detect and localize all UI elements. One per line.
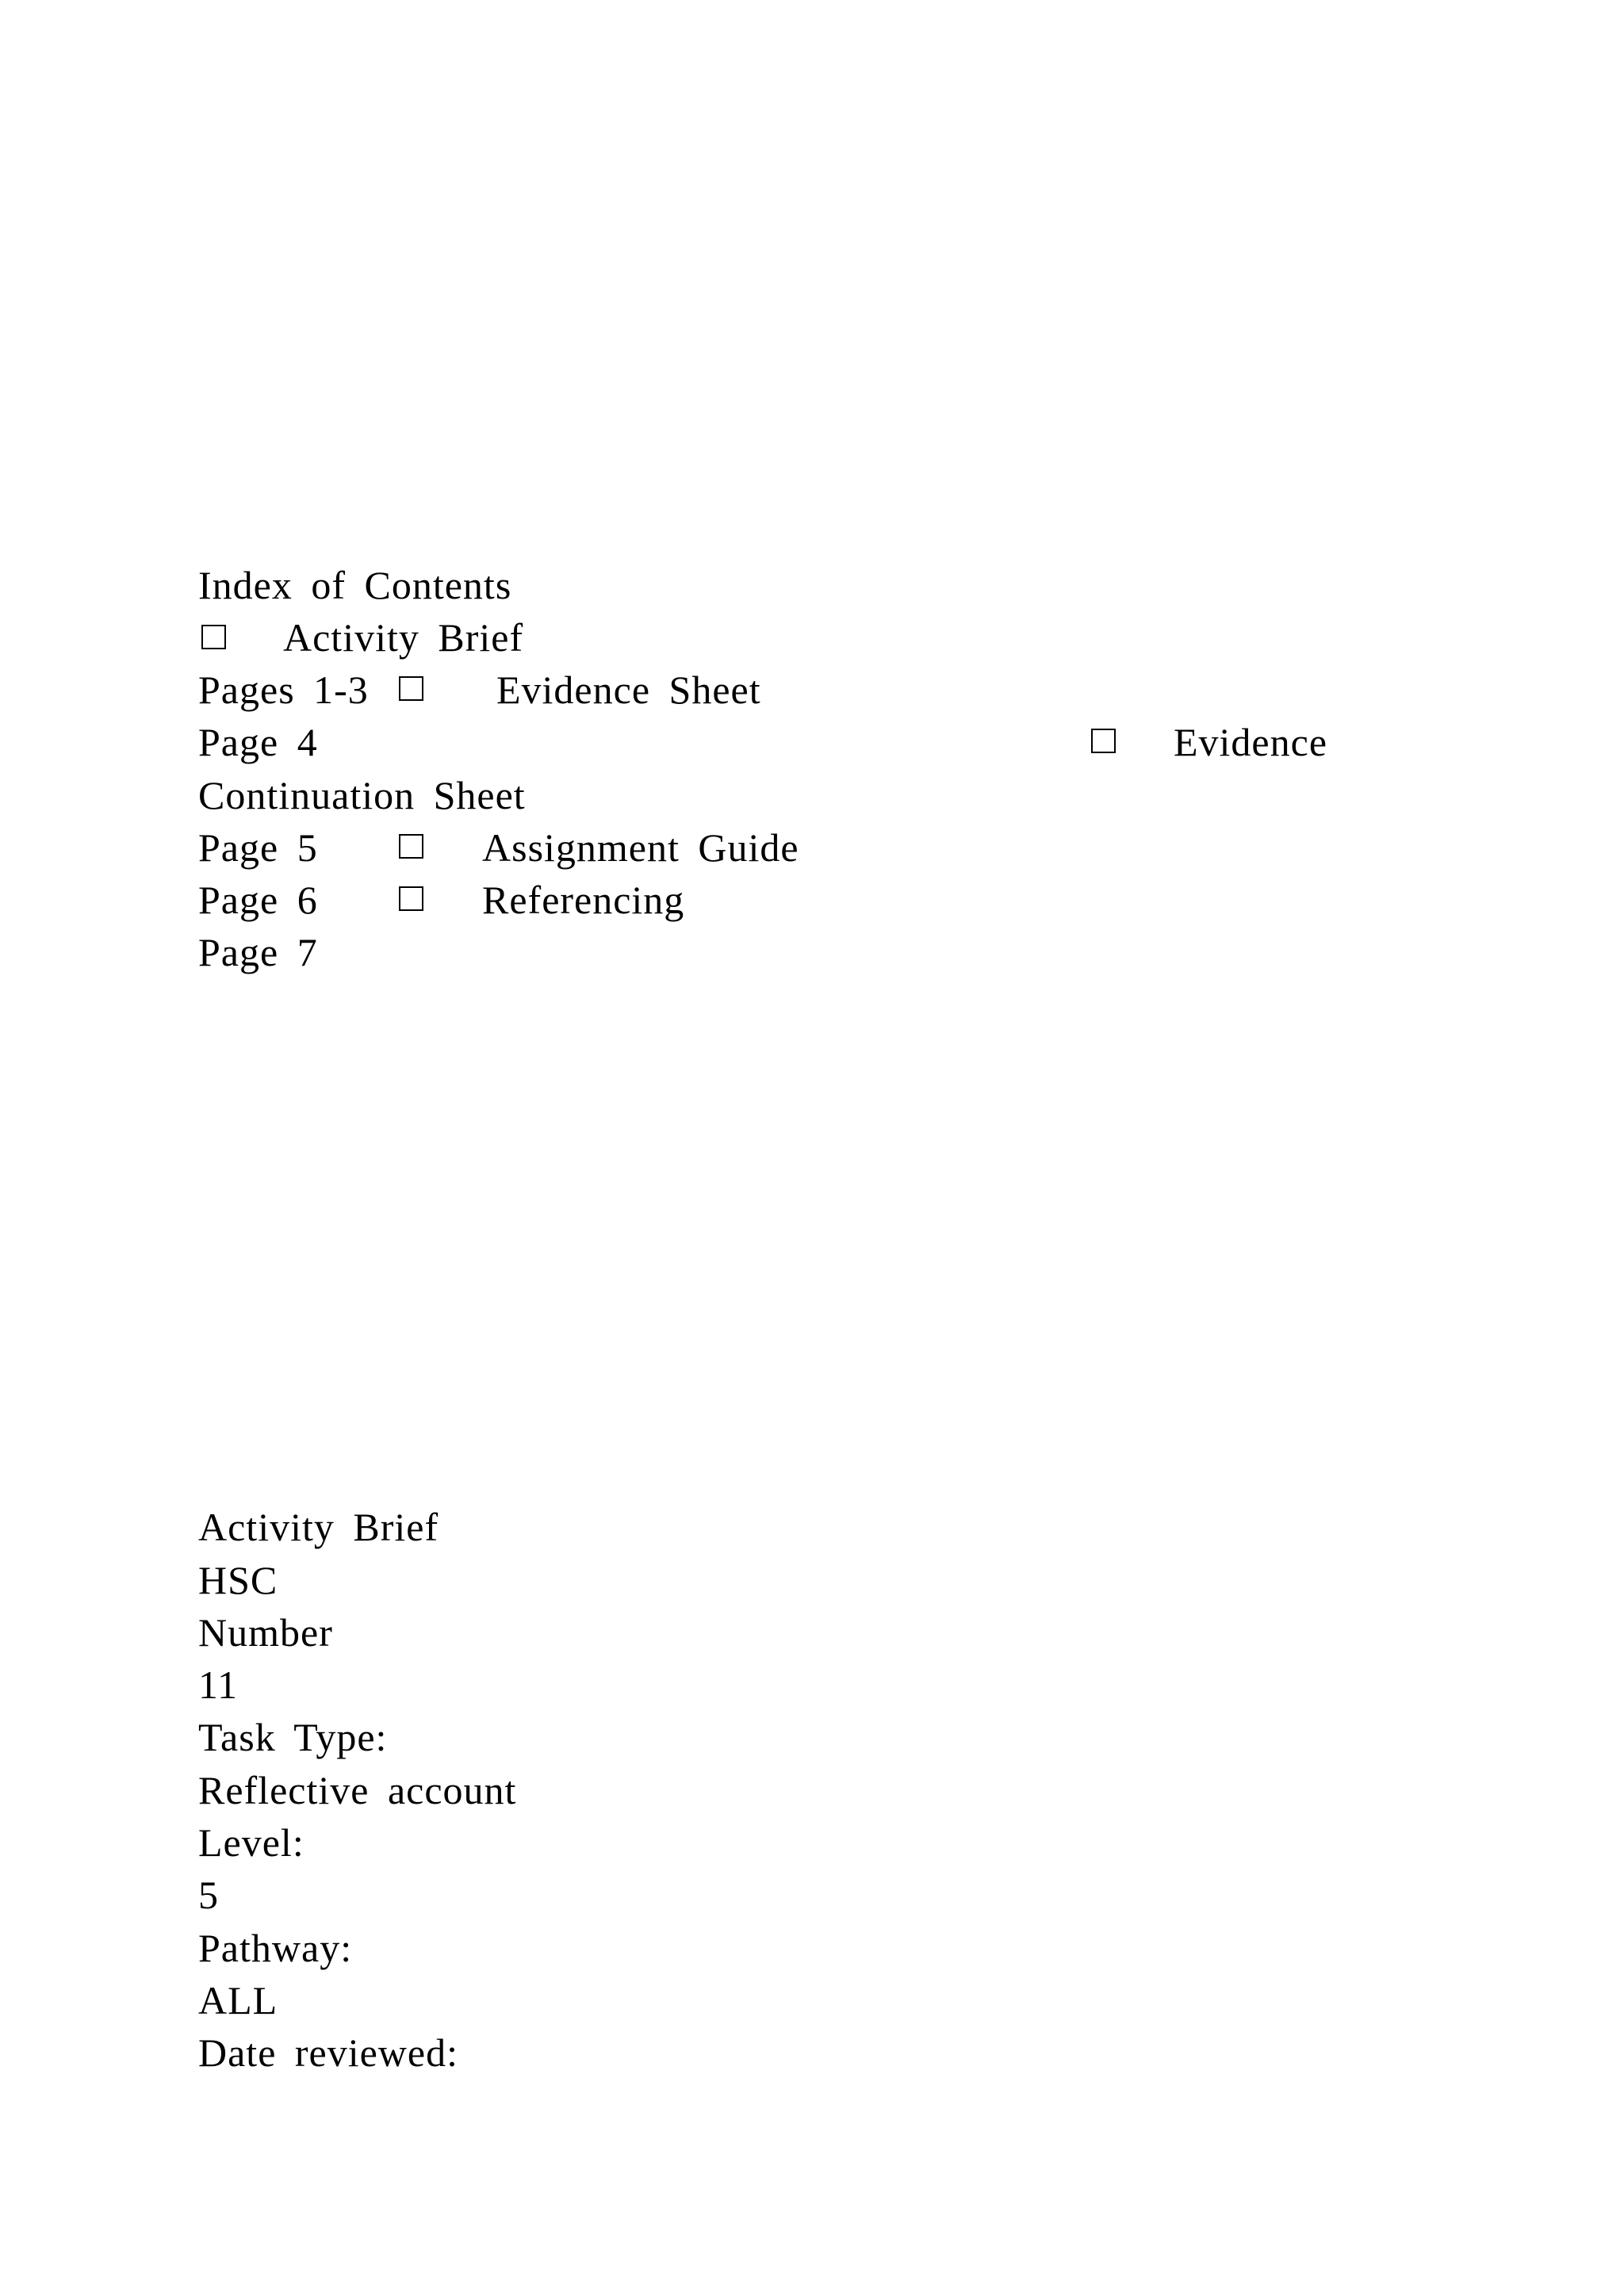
index-page-activity-brief: Pages 1-3	[198, 668, 369, 712]
field-label-date-reviewed: Date reviewed:	[198, 2030, 459, 2075]
field-value-level: 5	[198, 1873, 219, 1917]
index-item-continuation-sheet: Continuation Sheet	[198, 773, 526, 817]
checkbox-referencing[interactable]	[399, 886, 423, 911]
index-page-evidence-sheet: Page 4	[198, 720, 318, 764]
index-item-evidence: Evidence	[1174, 720, 1328, 764]
checkbox-activity-brief[interactable]	[201, 625, 226, 649]
field-value-pathway: ALL	[198, 1978, 278, 2022]
index-item-assignment-guide: Assignment Guide	[482, 825, 799, 870]
index-page-referencing: Page 7	[198, 930, 318, 974]
checkbox-evidence-sheet[interactable]	[399, 676, 423, 701]
activity-brief-title: Activity Brief	[198, 1505, 439, 1549]
checkbox-evidence-continuation[interactable]	[1091, 729, 1116, 753]
field-value-number: 11	[198, 1663, 239, 1707]
index-page-assignment-guide: Page 6	[198, 878, 318, 922]
field-label-level: Level:	[198, 1820, 304, 1865]
field-label-task-type: Task Type:	[198, 1715, 388, 1759]
field-label-hsc: HSC	[198, 1558, 278, 1602]
field-label-pathway: Pathway:	[198, 1926, 353, 1970]
field-value-task-type: Reflective account	[198, 1768, 517, 1812]
index-item-activity-brief: Activity Brief	[283, 615, 524, 660]
index-page-evidence-continuation: Page 5	[198, 825, 318, 870]
checkbox-assignment-guide[interactable]	[399, 834, 423, 859]
index-title: Index of Contents	[198, 563, 512, 607]
field-label-number: Number	[198, 1610, 333, 1655]
index-item-referencing: Referencing	[482, 878, 685, 922]
index-item-evidence-sheet: Evidence Sheet	[496, 668, 761, 712]
